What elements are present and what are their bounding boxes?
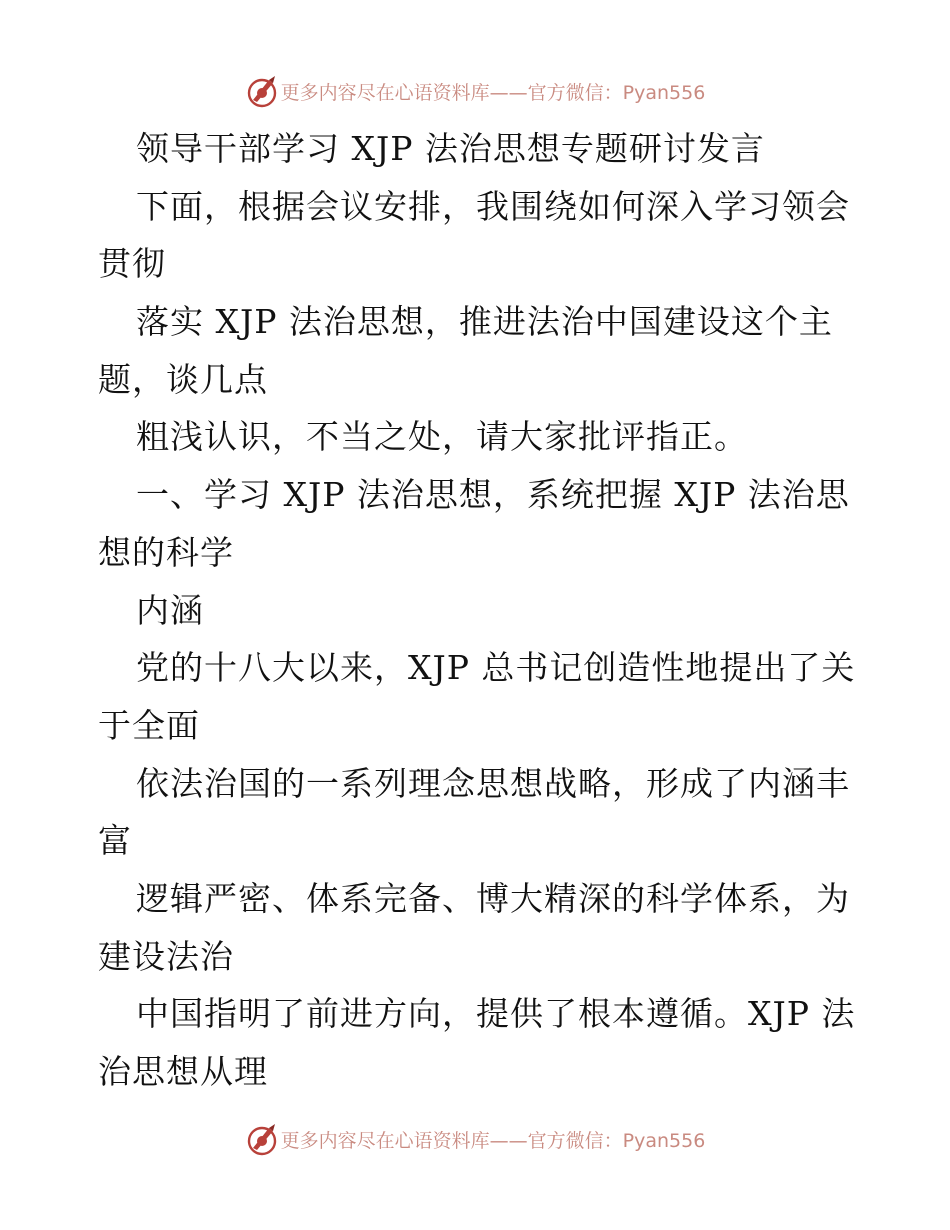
text-line: 贯彻 xyxy=(98,244,166,284)
text-line: 中国指明了前进方向，提供了根本遵循。XJP 法 xyxy=(136,994,856,1034)
text-line: 一、学习 XJP 法治思想，系统把握 XJP 法治思 xyxy=(136,475,850,515)
text-line: 内涵 xyxy=(136,590,204,630)
quill-logo-icon xyxy=(245,74,279,108)
text-line: 治思想从理 xyxy=(98,1052,268,1091)
text-line: 落实 XJP 法治思想，推进法治中国建设这个主 xyxy=(136,302,833,342)
footer-brand-text: 更多内容尽在心语资料库——官方微信：Pyan556 xyxy=(280,1129,706,1152)
text-line: 下面，根据会议安排，我围绕如何深入学习领会 xyxy=(136,186,850,226)
text-line: 依法治国的一系列理念思想战略，形成了内涵丰 xyxy=(136,763,850,803)
text-line: 粗浅认识，不当之处，请大家批评指正。 xyxy=(136,417,748,457)
text-line: 逻辑严密、体系完备、博大精深的科学体系，为 xyxy=(136,878,850,918)
document-body xyxy=(98,120,858,1101)
text-line: 建设法治 xyxy=(98,936,234,976)
text-line: 题，谈几点 xyxy=(98,359,268,399)
text-line: 领导干部学习 XJP 法治思想专题研讨发言 xyxy=(136,129,765,168)
text-line: 于全面 xyxy=(98,705,200,745)
text-line: 想的科学 xyxy=(98,532,234,572)
header-brand-text: 更多内容尽在心语资料库——官方微信：Pyan556 xyxy=(280,81,706,104)
page-header-watermark xyxy=(0,71,950,111)
text-line: 党的十八大以来，XJP 总书记创造性地提出了关 xyxy=(136,648,856,688)
page-footer-watermark xyxy=(0,1119,950,1159)
quill-logo-icon xyxy=(245,1122,279,1156)
text-line: 富 xyxy=(98,821,132,861)
